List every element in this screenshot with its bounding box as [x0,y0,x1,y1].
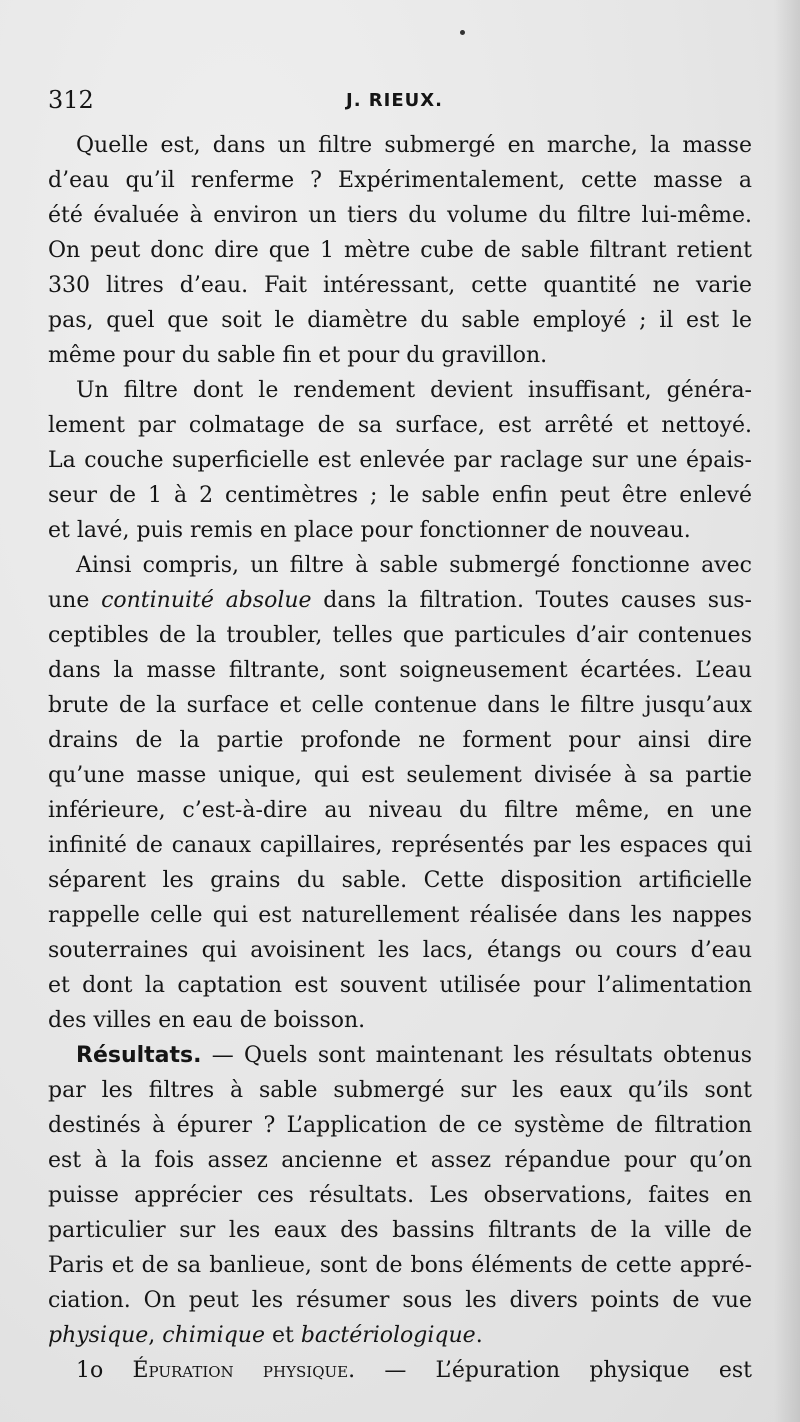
text-segment: — Quels sont maintenant les résultats obtenus [201,1043,752,1068]
text-line: lement par colmatage de sa surface, est arrêté et nettoyé. [48,413,752,438]
italic-term: bactériologique [300,1323,476,1348]
text-line: drains de la partie profonde ne forment pour ainsi dire [48,728,752,753]
text-line: Paris et de sa banlieue, sont de bons éléments de cette appré- [48,1253,752,1278]
text-line: seur de 1 à 2 centimètres ; le sable enfin peut être enlevé [48,483,752,508]
text-line: On peut donc dire que 1 mètre cube de sable filtrant retient [48,238,752,263]
text-line: et dont la captation est souvent utilisée pour l’alimentation [48,973,752,998]
text-line: est à la fois assez ancienne et assez répandue pour qu’on [48,1148,752,1173]
text-line: destinés à épurer ? L’application de ce système de filtration [48,1113,752,1138]
text-line: puisse apprécier ces résultats. Les observations, faites en [48,1183,752,1208]
section-heading-smallcaps: Épuration physique. [132,1358,356,1383]
text-line: infinité de canaux capillaires, représentés par les espaces qui [48,833,752,858]
text-line: Quelle est, dans un filtre submergé en marche, la masse [76,133,752,158]
text-segment: . [475,1323,483,1348]
text-line [48,1038,752,1073]
text-line: séparent les grains du sable. Cette disposition artificielle [48,868,752,893]
page-edge-shadow [774,0,800,1422]
text-line [48,583,752,618]
text-line: même pour du sable fin et pour du gravillon. [48,343,548,368]
text-line: Ainsi compris, un filtre à sable submergé fonctionne avec [76,553,752,578]
text-line: qu’une masse unique, qui est seulement divisée à sa partie [48,763,752,788]
italic-term: physique [48,1323,149,1348]
text-line: Un filtre dont le rendement devient insuffisant, généra- [76,378,752,403]
text-line: pas, quel que soit le diamètre du sable employé ; il est le [48,308,752,333]
body-text [48,128,752,1388]
text-line: brute de la surface et celle contenue dans le filtre jusqu’aux [48,693,752,718]
text-line: dans la masse filtrante, sont soigneusement écartées. L’eau [48,658,752,683]
text-segment: — L’épuration physique est [355,1358,752,1383]
text-line [48,1353,752,1388]
text-segment: 1o [76,1358,133,1383]
running-head: J. RIEUX. [346,90,443,111]
print-dot-mark [460,30,465,35]
text-line: 330 litres d’eau. Fait intéressant, cette quantité ne varie [48,273,752,298]
text-segment: , [148,1323,163,1348]
text-line [48,1318,752,1353]
italic-term: chimique [162,1323,265,1348]
text-segment: et [264,1323,301,1348]
text-line: d’eau qu’il renferme ? Expérimentalement, cette masse a [48,168,752,193]
page-header [48,86,750,116]
text-line: par les filtres à sable submergé sur les eaux qu’ils sont [48,1078,752,1103]
text-segment: une [48,588,102,613]
text-line: rappelle celle qui est naturellement réalisée dans les nappes [48,903,752,928]
page-number: 312 [48,86,94,114]
text-line: particulier sur les eaux des bassins filtrants de la ville de [48,1218,752,1243]
text-line: ciation. On peut les résumer sous les divers points de vue [48,1288,752,1313]
text-line: et lavé, puis remis en place pour fonctionner de nouveau. [48,518,691,543]
text-line: La couche superficielle est enlevée par raclage sur une épais- [48,448,752,473]
text-segment: dans la filtration. Toutes causes sus- [311,588,752,613]
text-line: des villes en eau de boisson. [48,1008,366,1033]
text-line: été évaluée à environ un tiers du volume du filtre lui-même. [48,203,752,228]
text-line: inférieure, c’est-à-dire au niveau du filtre même, en une [48,798,752,823]
section-heading-inline: Résultats. [76,1043,202,1068]
italic-term: continuité absolue [101,588,312,613]
text-line: ceptibles de la troubler, telles que particules d’air contenues [48,623,752,648]
text-line: souterraines qui avoisinent les lacs, étangs ou cours d’eau [48,938,752,963]
